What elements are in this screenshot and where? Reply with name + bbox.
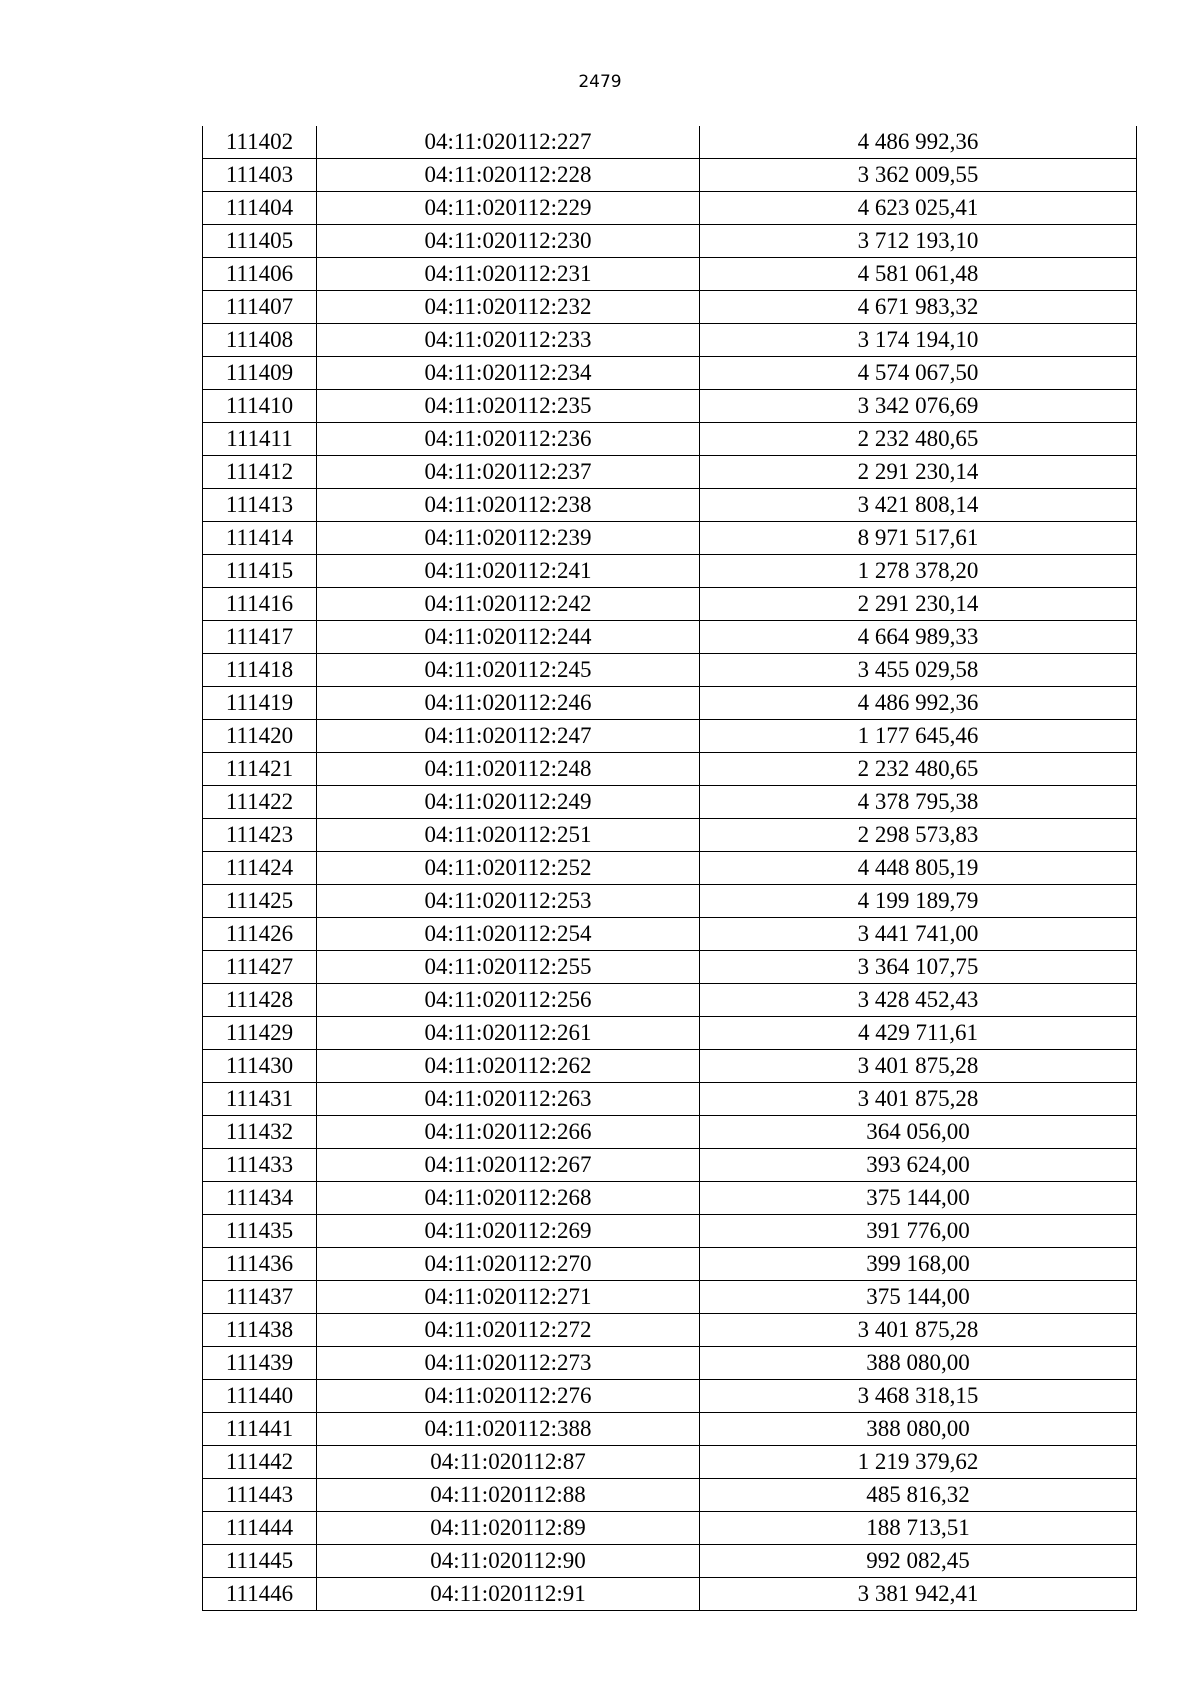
row-number-cell: 111424 <box>203 852 317 885</box>
table-row <box>203 456 1137 489</box>
cadastral-value-cell: 375 144,00 <box>700 1182 1137 1215</box>
table-row <box>203 192 1137 225</box>
cadastral-value-cell: 3 401 875,28 <box>700 1083 1137 1116</box>
table-row <box>203 1050 1137 1083</box>
row-number-cell: 111404 <box>203 192 317 225</box>
cadastral-value-cell: 992 082,45 <box>700 1545 1137 1578</box>
table-row <box>203 1512 1137 1545</box>
cadastral-value-cell: 4 448 805,19 <box>700 852 1137 885</box>
table-row <box>203 1083 1137 1116</box>
cadastral-number-cell: 04:11:020112:235 <box>317 390 700 423</box>
row-number-cell: 111420 <box>203 720 317 753</box>
cadastral-value-cell: 4 378 795,38 <box>700 786 1137 819</box>
cadastral-number-cell: 04:11:020112:237 <box>317 456 700 489</box>
cadastral-number-cell: 04:11:020112:238 <box>317 489 700 522</box>
row-number-cell: 111446 <box>203 1578 317 1611</box>
table-row <box>203 390 1137 423</box>
table-row <box>203 885 1137 918</box>
row-number-cell: 111419 <box>203 687 317 720</box>
cadastral-number-cell: 04:11:020112:244 <box>317 621 700 654</box>
cadastral-value-cell: 3 441 741,00 <box>700 918 1137 951</box>
row-number-cell: 111416 <box>203 588 317 621</box>
row-number-cell: 111417 <box>203 621 317 654</box>
row-number-cell: 111442 <box>203 1446 317 1479</box>
cadastral-value-cell: 8 971 517,61 <box>700 522 1137 555</box>
cadastral-number-cell: 04:11:020112:271 <box>317 1281 700 1314</box>
cadastral-value-cell: 364 056,00 <box>700 1116 1137 1149</box>
table-row <box>203 489 1137 522</box>
cadastral-number-cell: 04:11:020112:273 <box>317 1347 700 1380</box>
table-row <box>203 126 1137 159</box>
cadastral-value-cell: 3 401 875,28 <box>700 1050 1137 1083</box>
row-number-cell: 111431 <box>203 1083 317 1116</box>
cadastral-value-cell: 2 291 230,14 <box>700 456 1137 489</box>
cadastral-number-cell: 04:11:020112:90 <box>317 1545 700 1578</box>
row-number-cell: 111428 <box>203 984 317 1017</box>
row-number-cell: 111443 <box>203 1479 317 1512</box>
cadastral-value-cell: 4 199 189,79 <box>700 885 1137 918</box>
cadastral-number-cell: 04:11:020112:228 <box>317 159 700 192</box>
table-row <box>203 225 1137 258</box>
row-number-cell: 111403 <box>203 159 317 192</box>
table-row <box>203 1281 1137 1314</box>
table-row <box>203 1413 1137 1446</box>
cadastral-value-cell: 4 671 983,32 <box>700 291 1137 324</box>
row-number-cell: 111438 <box>203 1314 317 1347</box>
cadastral-number-cell: 04:11:020112:89 <box>317 1512 700 1545</box>
row-number-cell: 111434 <box>203 1182 317 1215</box>
table-row <box>203 588 1137 621</box>
table-row <box>203 1347 1137 1380</box>
cadastral-number-cell: 04:11:020112:230 <box>317 225 700 258</box>
cadastral-number-cell: 04:11:020112:267 <box>317 1149 700 1182</box>
row-number-cell: 111413 <box>203 489 317 522</box>
table-row <box>203 1215 1137 1248</box>
row-number-cell: 111407 <box>203 291 317 324</box>
cadastral-number-cell: 04:11:020112:87 <box>317 1446 700 1479</box>
cadastral-value-cell: 3 421 808,14 <box>700 489 1137 522</box>
row-number-cell: 111429 <box>203 1017 317 1050</box>
table-row <box>203 1578 1137 1611</box>
table-row <box>203 291 1137 324</box>
row-number-cell: 111421 <box>203 753 317 786</box>
cadastral-value-cell: 399 168,00 <box>700 1248 1137 1281</box>
cadastral-value-cell: 388 080,00 <box>700 1413 1137 1446</box>
table-row <box>203 687 1137 720</box>
cadastral-value-cell: 1 278 378,20 <box>700 555 1137 588</box>
row-number-cell: 111435 <box>203 1215 317 1248</box>
table-row <box>203 918 1137 951</box>
cadastral-value-cell: 3 174 194,10 <box>700 324 1137 357</box>
row-number-cell: 111444 <box>203 1512 317 1545</box>
table-row <box>203 984 1137 1017</box>
cadastral-value-cell: 2 298 573,83 <box>700 819 1137 852</box>
cadastral-number-cell: 04:11:020112:253 <box>317 885 700 918</box>
table-row <box>203 951 1137 984</box>
cadastral-number-cell: 04:11:020112:91 <box>317 1578 700 1611</box>
cadastral-number-cell: 04:11:020112:251 <box>317 819 700 852</box>
cadastral-number-cell: 04:11:020112:248 <box>317 753 700 786</box>
cadastral-value-cell: 4 486 992,36 <box>700 687 1137 720</box>
cadastral-value-cell: 393 624,00 <box>700 1149 1137 1182</box>
cadastral-value-cell: 3 342 076,69 <box>700 390 1137 423</box>
cadastral-value-cell: 4 574 067,50 <box>700 357 1137 390</box>
cadastral-number-cell: 04:11:020112:261 <box>317 1017 700 1050</box>
table-row <box>203 621 1137 654</box>
cadastral-value-cell: 391 776,00 <box>700 1215 1137 1248</box>
cadastral-value-cell: 188 713,51 <box>700 1512 1137 1545</box>
row-number-cell: 111425 <box>203 885 317 918</box>
cadastral-number-cell: 04:11:020112:256 <box>317 984 700 1017</box>
cadastral-number-cell: 04:11:020112:254 <box>317 918 700 951</box>
cadastral-value-cell: 2 232 480,65 <box>700 423 1137 456</box>
row-number-cell: 111441 <box>203 1413 317 1446</box>
cadastral-value-cell: 3 401 875,28 <box>700 1314 1137 1347</box>
table-row <box>203 522 1137 555</box>
table-row <box>203 654 1137 687</box>
cadastral-number-cell: 04:11:020112:229 <box>317 192 700 225</box>
table-row <box>203 1446 1137 1479</box>
row-number-cell: 111411 <box>203 423 317 456</box>
cadastral-value-cell: 4 486 992,36 <box>700 126 1137 159</box>
row-number-cell: 111432 <box>203 1116 317 1149</box>
cadastral-number-cell: 04:11:020112:269 <box>317 1215 700 1248</box>
cadastral-value-cell: 3 712 193,10 <box>700 225 1137 258</box>
cadastral-number-cell: 04:11:020112:272 <box>317 1314 700 1347</box>
row-number-cell: 111437 <box>203 1281 317 1314</box>
cadastral-number-cell: 04:11:020112:266 <box>317 1116 700 1149</box>
table-row <box>203 1314 1137 1347</box>
row-number-cell: 111422 <box>203 786 317 819</box>
cadastral-value-cell: 485 816,32 <box>700 1479 1137 1512</box>
cadastral-number-cell: 04:11:020112:241 <box>317 555 700 588</box>
row-number-cell: 111410 <box>203 390 317 423</box>
table-row <box>203 1182 1137 1215</box>
cadastral-number-cell: 04:11:020112:252 <box>317 852 700 885</box>
row-number-cell: 111423 <box>203 819 317 852</box>
row-number-cell: 111405 <box>203 225 317 258</box>
cadastral-number-cell: 04:11:020112:239 <box>317 522 700 555</box>
table-row <box>203 819 1137 852</box>
cadastral-number-cell: 04:11:020112:263 <box>317 1083 700 1116</box>
row-number-cell: 111439 <box>203 1347 317 1380</box>
cadastral-number-cell: 04:11:020112:247 <box>317 720 700 753</box>
cadastral-number-cell: 04:11:020112:234 <box>317 357 700 390</box>
cadastral-number-cell: 04:11:020112:88 <box>317 1479 700 1512</box>
cadastral-number-cell: 04:11:020112:233 <box>317 324 700 357</box>
row-number-cell: 111433 <box>203 1149 317 1182</box>
row-number-cell: 111408 <box>203 324 317 357</box>
row-number-cell: 111427 <box>203 951 317 984</box>
cadastral-number-cell: 04:11:020112:262 <box>317 1050 700 1083</box>
page-number: 2479 <box>578 72 622 92</box>
table-row <box>203 1116 1137 1149</box>
row-number-cell: 111402 <box>203 126 317 159</box>
cadastral-value-cell: 4 664 989,33 <box>700 621 1137 654</box>
cadastral-value-cell: 3 468 318,15 <box>700 1380 1137 1413</box>
table-row <box>203 258 1137 291</box>
cadastral-value-cell: 4 623 025,41 <box>700 192 1137 225</box>
cadastral-number-cell: 04:11:020112:227 <box>317 126 700 159</box>
cadastral-value-cell: 3 428 452,43 <box>700 984 1137 1017</box>
row-number-cell: 111414 <box>203 522 317 555</box>
cadastral-value-cell: 3 362 009,55 <box>700 159 1137 192</box>
cadastral-number-cell: 04:11:020112:236 <box>317 423 700 456</box>
row-number-cell: 111409 <box>203 357 317 390</box>
cadastral-number-cell: 04:11:020112:249 <box>317 786 700 819</box>
cadastral-number-cell: 04:11:020112:270 <box>317 1248 700 1281</box>
cadastral-value-cell: 2 291 230,14 <box>700 588 1137 621</box>
table-row <box>203 1017 1137 1050</box>
row-number-cell: 111440 <box>203 1380 317 1413</box>
row-number-cell: 111445 <box>203 1545 317 1578</box>
row-number-cell: 111418 <box>203 654 317 687</box>
cadastral-number-cell: 04:11:020112:231 <box>317 258 700 291</box>
row-number-cell: 111426 <box>203 918 317 951</box>
cadastral-value-cell: 4 429 711,61 <box>700 1017 1137 1050</box>
table-row <box>203 423 1137 456</box>
table-row <box>203 1380 1137 1413</box>
cadastral-number-cell: 04:11:020112:246 <box>317 687 700 720</box>
row-number-cell: 111412 <box>203 456 317 489</box>
row-number-cell: 111406 <box>203 258 317 291</box>
table-body <box>203 126 1137 1611</box>
cadastral-value-table <box>202 126 1137 1611</box>
table-row <box>203 555 1137 588</box>
cadastral-value-cell: 375 144,00 <box>700 1281 1137 1314</box>
cadastral-value-cell: 1 177 645,46 <box>700 720 1137 753</box>
row-number-cell: 111430 <box>203 1050 317 1083</box>
table-row <box>203 720 1137 753</box>
cadastral-number-cell: 04:11:020112:245 <box>317 654 700 687</box>
table-row <box>203 852 1137 885</box>
table-row <box>203 324 1137 357</box>
cadastral-value-cell: 388 080,00 <box>700 1347 1137 1380</box>
cadastral-number-cell: 04:11:020112:242 <box>317 588 700 621</box>
cadastral-value-cell: 3 381 942,41 <box>700 1578 1137 1611</box>
table-row <box>203 1545 1137 1578</box>
cadastral-number-cell: 04:11:020112:268 <box>317 1182 700 1215</box>
table-row <box>203 1248 1137 1281</box>
cadastral-number-cell: 04:11:020112:388 <box>317 1413 700 1446</box>
table-row <box>203 159 1137 192</box>
table-row <box>203 753 1137 786</box>
table-row <box>203 1479 1137 1512</box>
cadastral-value-cell: 3 364 107,75 <box>700 951 1137 984</box>
cadastral-number-cell: 04:11:020112:255 <box>317 951 700 984</box>
row-number-cell: 111436 <box>203 1248 317 1281</box>
table-row <box>203 357 1137 390</box>
cadastral-value-cell: 2 232 480,65 <box>700 753 1137 786</box>
table-row <box>203 786 1137 819</box>
table-row <box>203 1149 1137 1182</box>
cadastral-number-cell: 04:11:020112:276 <box>317 1380 700 1413</box>
cadastral-value-cell: 1 219 379,62 <box>700 1446 1137 1479</box>
cadastral-value-cell: 4 581 061,48 <box>700 258 1137 291</box>
cadastral-value-cell: 3 455 029,58 <box>700 654 1137 687</box>
cadastral-number-cell: 04:11:020112:232 <box>317 291 700 324</box>
row-number-cell: 111415 <box>203 555 317 588</box>
